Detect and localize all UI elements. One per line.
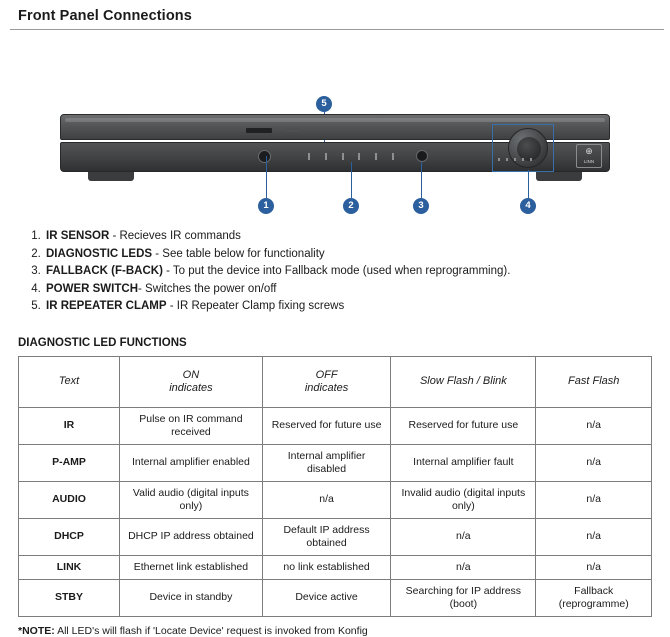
cell-off: Default IP address obtained xyxy=(262,518,390,555)
column-header-text-main: Text xyxy=(58,375,80,387)
clamp-screw xyxy=(514,158,516,161)
cell-led-name: P-AMP xyxy=(19,444,120,481)
table-row xyxy=(19,407,652,444)
legend-term-fallback: FALLBACK (F-BACK) xyxy=(46,265,163,277)
cell-off: no link established xyxy=(262,555,390,579)
legend-item-diagnostic-leds xyxy=(44,246,670,263)
table-row xyxy=(19,579,652,616)
cell-off: n/a xyxy=(262,481,390,518)
cell-fast-flash: Fallback (reprogramme) xyxy=(536,579,652,616)
leader-line-4 xyxy=(528,170,529,198)
cell-fast-flash: n/a xyxy=(536,555,652,579)
column-header-slow-flash-main: Slow Flash / Blink xyxy=(419,375,507,387)
led-ir xyxy=(308,153,310,160)
cell-slow-flash: n/a xyxy=(391,555,536,579)
legend-item-ir-repeater-clamp xyxy=(44,298,670,315)
leader-line-1 xyxy=(266,156,267,198)
cell-fast-flash: n/a xyxy=(536,444,652,481)
legend-term-diagnostic-leds: DIAGNOSTIC LEDS xyxy=(46,247,153,260)
linn-logo-mark: ⊕ xyxy=(585,146,593,156)
leader-line-2 xyxy=(351,162,352,198)
column-header-on xyxy=(120,356,263,407)
column-header-fast-flash xyxy=(536,356,652,407)
table-row xyxy=(19,481,652,518)
panel-foot-right xyxy=(536,172,582,181)
legend-item-ir-sensor xyxy=(44,228,670,245)
clamp-screw xyxy=(498,158,500,161)
led-pamp xyxy=(325,153,327,160)
column-header-slow-flash xyxy=(391,356,536,407)
footnote-text: All LED's will flash if 'Locate Device' request is invoked from Konfig xyxy=(54,624,368,637)
column-header-on-main: ON xyxy=(182,368,200,381)
cell-on: Pulse on IR command received xyxy=(120,407,263,444)
diagnostic-led-table xyxy=(18,356,652,617)
callout-4: 4 xyxy=(520,198,536,214)
legend-desc-fallback: - To put the device into Fallback mode (used when reprogramming). xyxy=(162,265,511,277)
ir-repeater-slot-secondary xyxy=(286,128,300,132)
cell-slow-flash: n/a xyxy=(391,518,536,555)
led-stby xyxy=(392,153,394,160)
ir-sensor xyxy=(258,150,271,163)
table-row xyxy=(19,518,652,555)
legend-term-ir-repeater-clamp: IR REPEATER CLAMP xyxy=(46,300,167,312)
cell-slow-flash: Invalid audio (digital inputs only) xyxy=(391,481,536,518)
table-row xyxy=(19,555,652,579)
cell-slow-flash: Internal amplifier fault xyxy=(391,444,536,481)
cell-led-name: IR xyxy=(19,407,120,444)
ir-repeater-slot xyxy=(246,128,272,133)
legend-desc-diagnostic-leds: - See table below for functionality xyxy=(152,247,325,260)
led-dhcp xyxy=(358,153,360,160)
column-header-off-main: OFF xyxy=(315,368,338,381)
cell-slow-flash: Reserved for future use xyxy=(391,407,536,444)
legend-item-fallback xyxy=(44,263,670,280)
cell-on: Internal amplifier enabled xyxy=(120,444,263,481)
footnote-prefix: *NOTE: xyxy=(18,624,55,637)
page-title-text: Front Panel Connections xyxy=(18,8,192,24)
linn-logo xyxy=(576,144,602,168)
cell-on: Ethernet link established xyxy=(120,555,263,579)
power-switch-knob[interactable] xyxy=(508,128,548,168)
cell-on: DHCP IP address obtained xyxy=(120,518,263,555)
table-header-row xyxy=(19,356,652,407)
column-header-off-sub: indicates xyxy=(304,381,349,394)
cell-on: Valid audio (digital inputs only) xyxy=(120,481,263,518)
clamp-fixing-screws xyxy=(498,158,532,161)
cell-fast-flash: n/a xyxy=(536,518,652,555)
cell-fast-flash: n/a xyxy=(536,407,652,444)
table-section-title: DIAGNOSTIC LED FUNCTIONS xyxy=(18,336,187,349)
cell-led-name: AUDIO xyxy=(19,481,120,518)
cell-off: Device active xyxy=(262,579,390,616)
front-panel-diagram xyxy=(0,34,670,224)
led-link xyxy=(375,153,377,160)
column-header-text xyxy=(19,356,120,407)
clamp-screw xyxy=(506,158,508,161)
cell-on: Device in standby xyxy=(120,579,263,616)
cell-led-name: DHCP xyxy=(19,518,120,555)
title-divider xyxy=(10,29,664,30)
clamp-screw xyxy=(530,158,532,161)
legend-desc-power-switch: - Switches the power on/off xyxy=(138,282,277,295)
linn-logo-text: LINN xyxy=(583,159,595,164)
cell-off: Reserved for future use xyxy=(262,407,390,444)
cell-led-name: LINK xyxy=(19,555,120,579)
diagnostic-leds xyxy=(308,152,394,161)
fallback-button[interactable] xyxy=(416,150,428,162)
table-row xyxy=(19,444,652,481)
cell-off: Internal amplifier disabled xyxy=(262,444,390,481)
legend-desc-ir-repeater-clamp: - IR Repeater Clamp fixing screws xyxy=(166,300,345,312)
cell-led-name: STBY xyxy=(19,579,120,616)
legend-term-ir-sensor: IR SENSOR xyxy=(46,230,110,242)
callout-3: 3 xyxy=(413,198,429,214)
legend-term-power-switch: POWER SWITCH xyxy=(46,282,138,295)
callout-5: 5 xyxy=(316,96,332,112)
leader-line-3 xyxy=(421,162,422,198)
callout-2: 2 xyxy=(343,198,359,214)
column-header-off xyxy=(262,356,390,407)
column-header-on-sub: indicates xyxy=(169,381,213,394)
cell-fast-flash: n/a xyxy=(536,481,652,518)
table-body xyxy=(19,407,652,616)
callout-1: 1 xyxy=(258,198,274,214)
legend-item-power-switch xyxy=(44,281,670,298)
legend-list xyxy=(0,228,670,315)
page-title xyxy=(0,0,670,30)
led-audio xyxy=(342,153,344,160)
clamp-screw xyxy=(522,158,524,161)
legend-desc-ir-sensor: - Recieves IR commands xyxy=(109,230,241,242)
table-header xyxy=(19,356,652,407)
panel-foot-left xyxy=(88,172,134,181)
footnote xyxy=(18,625,670,637)
cell-slow-flash: Searching for IP address (boot) xyxy=(391,579,536,616)
column-header-fast-flash-main: Fast Flash xyxy=(568,375,620,387)
